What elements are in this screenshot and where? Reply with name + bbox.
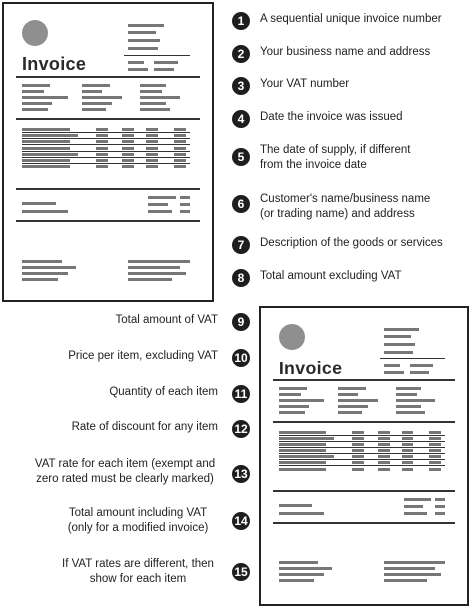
placeholder-line: [22, 278, 58, 281]
placeholder-line: [402, 455, 414, 458]
divider-line: [273, 490, 455, 492]
placeholder-line: [410, 364, 434, 367]
placeholder-line: [22, 159, 70, 162]
placeholder-line: [128, 31, 156, 34]
placeholder-line: [146, 153, 158, 156]
placeholder-line: [279, 455, 334, 458]
placeholder-line: [148, 196, 176, 199]
placeholder-line: [140, 102, 166, 105]
placeholder-line: [384, 351, 414, 354]
placeholder-line: [402, 443, 414, 446]
divider-line: [279, 459, 445, 460]
feature-item-3: [232, 77, 472, 95]
placeholder-line: [396, 405, 422, 408]
placeholder-line: [96, 147, 108, 150]
divider-line: [279, 447, 445, 448]
placeholder-line: [180, 203, 190, 206]
placeholder-line: [96, 153, 108, 156]
placeholder-line: [82, 102, 112, 105]
placeholder-line: [140, 84, 166, 87]
placeholder-line: [128, 68, 148, 71]
placeholder-line: [338, 411, 362, 414]
placeholder-line: [82, 84, 110, 87]
placeholder-line: [384, 371, 404, 374]
placeholder-line: [396, 399, 436, 402]
placeholder-line: [22, 210, 68, 213]
placeholder-line: [96, 140, 108, 143]
number-badge: 15: [232, 563, 250, 581]
placeholder-line: [96, 128, 108, 131]
feature-item-5: [232, 143, 472, 173]
placeholder-line: [279, 399, 325, 402]
divider-line: [22, 144, 190, 145]
placeholder-line: [22, 165, 70, 168]
feature-text: Customer's name/business name (or trading name) and address: [260, 193, 431, 220]
number-badge: 10: [232, 349, 250, 367]
placeholder-line: [154, 68, 174, 71]
placeholder-line: [146, 159, 158, 162]
feature-text: Your VAT number: [260, 78, 350, 90]
number-badge: 11: [232, 385, 250, 403]
feature-item-7: [232, 236, 472, 254]
placeholder-line: [122, 134, 134, 137]
placeholder-line: [82, 96, 122, 99]
placeholder-line: [22, 266, 76, 269]
placeholder-line: [352, 431, 364, 434]
placeholder-line: [22, 272, 68, 275]
placeholder-line: [96, 134, 108, 137]
feature-text: Date the invoice was issued: [260, 111, 403, 123]
feature-item-4: [232, 110, 472, 128]
placeholder-line: [22, 153, 78, 156]
placeholder-line: [22, 140, 70, 143]
placeholder-line: [384, 328, 420, 331]
feature-item-11: [0, 385, 250, 403]
placeholder-line: [378, 431, 390, 434]
placeholder-line: [384, 364, 400, 367]
placeholder-line: [22, 147, 70, 150]
divider-line: [16, 76, 200, 78]
placeholder-line: [146, 140, 158, 143]
placeholder-line: [352, 443, 364, 446]
placeholder-line: [279, 405, 309, 408]
number-badge: 14: [232, 512, 250, 530]
divider-line: [22, 151, 190, 152]
number-badge: 1: [232, 12, 250, 30]
placeholder-line: [22, 134, 78, 137]
placeholder-line: [378, 461, 390, 464]
placeholder-line: [402, 431, 414, 434]
placeholder-line: [122, 153, 134, 156]
placeholder-line: [338, 405, 368, 408]
placeholder-line: [402, 437, 414, 440]
placeholder-line: [352, 461, 364, 464]
placeholder-line: [429, 443, 441, 446]
placeholder-line: [122, 165, 134, 168]
placeholder-line: [279, 461, 327, 464]
divider-line: [16, 188, 200, 190]
placeholder-line: [396, 411, 426, 414]
placeholder-line: [384, 567, 435, 570]
placeholder-line: [146, 128, 158, 131]
placeholder-line: [128, 278, 172, 281]
placeholder-line: [128, 47, 158, 50]
placeholder-line: [279, 449, 327, 452]
placeholder-line: [122, 147, 134, 150]
feature-text: Quantity of each item: [109, 386, 218, 398]
feature-item-2: [232, 45, 472, 63]
placeholder-line: [128, 260, 190, 263]
placeholder-line: [338, 399, 378, 402]
feature-item-9: [0, 313, 250, 331]
feature-text: A sequential unique invoice number: [260, 13, 442, 25]
placeholder-line: [148, 203, 168, 206]
placeholder-line: [128, 24, 164, 27]
divider-line: [380, 358, 445, 359]
placeholder-line: [22, 96, 68, 99]
placeholder-line: [82, 108, 106, 111]
feature-text: Total amount including VAT (only for a modified invoice): [67, 507, 209, 534]
number-badge: 4: [232, 110, 250, 128]
placeholder-line: [384, 573, 441, 576]
logo-placeholder: [22, 20, 48, 46]
divider-line: [124, 55, 190, 56]
placeholder-line: [378, 443, 390, 446]
placeholder-line: [402, 461, 414, 464]
number-badge: 3: [232, 77, 250, 95]
feature-item-10: [0, 349, 250, 367]
feature-text: Description of the goods or services: [260, 237, 443, 249]
placeholder-line: [22, 202, 56, 205]
placeholder-line: [279, 468, 327, 471]
placeholder-line: [96, 165, 108, 168]
placeholder-line: [174, 134, 186, 137]
placeholder-line: [384, 343, 416, 346]
placeholder-line: [396, 393, 418, 396]
divider-line: [279, 435, 445, 436]
placeholder-line: [338, 393, 358, 396]
feature-item-1: [232, 12, 472, 30]
divider-line: [22, 132, 190, 133]
placeholder-line: [128, 61, 144, 64]
feature-text: If VAT rates are different, then show for each item: [62, 558, 214, 585]
invoice-illustration-top: [2, 2, 214, 302]
placeholder-line: [402, 449, 414, 452]
placeholder-line: [122, 140, 134, 143]
placeholder-line: [128, 39, 160, 42]
placeholder-line: [352, 437, 364, 440]
placeholder-line: [174, 147, 186, 150]
logo-placeholder: [279, 324, 305, 350]
number-badge: 13: [232, 465, 250, 483]
placeholder-line: [146, 147, 158, 150]
invoice-title: Invoice: [278, 357, 343, 378]
placeholder-line: [429, 455, 441, 458]
placeholder-line: [174, 140, 186, 143]
placeholder-line: [378, 449, 390, 452]
divider-line: [16, 220, 200, 222]
placeholder-line: [384, 579, 428, 582]
feature-text: VAT rate for each item (exempt and zero rated must be clearly marked): [34, 458, 216, 485]
feature-text: Total amount of VAT: [115, 314, 218, 326]
feature-item-6: [232, 192, 472, 222]
feature-text: The date of supply, if different from the invoice date: [260, 144, 411, 171]
feature-item-13: [0, 457, 250, 487]
placeholder-line: [396, 387, 422, 390]
feature-item-12: [0, 420, 250, 438]
placeholder-line: [82, 90, 102, 93]
placeholder-line: [174, 165, 186, 168]
placeholder-line: [140, 90, 162, 93]
placeholder-line: [122, 128, 134, 131]
placeholder-line: [22, 84, 50, 87]
placeholder-line: [22, 102, 52, 105]
feature-item-14: [0, 506, 250, 536]
placeholder-line: [402, 468, 414, 471]
placeholder-line: [22, 90, 44, 93]
placeholder-line: [279, 431, 327, 434]
divider-line: [273, 379, 455, 381]
placeholder-line: [146, 134, 158, 137]
invoice-illustration-bottom: [259, 306, 469, 606]
placeholder-line: [140, 96, 180, 99]
placeholder-line: [384, 335, 412, 338]
placeholder-line: [279, 411, 305, 414]
divider-line: [273, 522, 455, 524]
divider-line: [279, 453, 445, 454]
placeholder-line: [435, 498, 445, 501]
placeholder-line: [279, 387, 307, 390]
number-badge: 2: [232, 45, 250, 63]
placeholder-line: [352, 455, 364, 458]
placeholder-line: [429, 449, 441, 452]
placeholder-line: [429, 437, 441, 440]
placeholder-line: [148, 210, 172, 213]
placeholder-line: [279, 579, 315, 582]
placeholder-line: [22, 108, 48, 111]
placeholder-line: [429, 431, 441, 434]
placeholder-line: [279, 443, 327, 446]
placeholder-line: [180, 196, 190, 199]
placeholder-line: [429, 461, 441, 464]
placeholder-line: [128, 272, 186, 275]
placeholder-line: [429, 468, 441, 471]
placeholder-line: [352, 468, 364, 471]
placeholder-line: [404, 505, 424, 508]
placeholder-line: [279, 567, 332, 570]
divider-line: [22, 157, 190, 158]
placeholder-line: [279, 561, 319, 564]
placeholder-line: [352, 449, 364, 452]
feature-item-15: [0, 557, 250, 587]
placeholder-line: [122, 159, 134, 162]
placeholder-line: [180, 210, 190, 213]
placeholder-line: [279, 393, 301, 396]
placeholder-line: [378, 468, 390, 471]
number-badge: 5: [232, 148, 250, 166]
feature-text: Total amount excluding VAT: [260, 270, 402, 282]
placeholder-line: [128, 266, 180, 269]
divider-line: [273, 421, 455, 423]
invoice-title: Invoice: [22, 54, 87, 74]
placeholder-line: [140, 108, 170, 111]
number-badge: 6: [232, 195, 250, 213]
placeholder-line: [404, 512, 428, 515]
placeholder-line: [404, 498, 432, 501]
placeholder-line: [338, 387, 366, 390]
number-badge: 9: [232, 313, 250, 331]
placeholder-line: [384, 561, 445, 564]
placeholder-line: [279, 437, 334, 440]
divider-line: [22, 138, 190, 139]
placeholder-line: [378, 437, 390, 440]
placeholder-line: [154, 61, 178, 64]
placeholder-line: [146, 165, 158, 168]
feature-item-8: [232, 269, 472, 287]
placeholder-line: [96, 159, 108, 162]
placeholder-line: [174, 128, 186, 131]
feature-text: Your business name and address: [260, 46, 431, 58]
feature-text: Price per item, excluding VAT: [68, 350, 218, 362]
placeholder-line: [279, 512, 325, 515]
number-badge: 12: [232, 420, 250, 438]
number-badge: 7: [232, 236, 250, 254]
placeholder-line: [378, 455, 390, 458]
placeholder-line: [435, 505, 445, 508]
number-badge: 8: [232, 269, 250, 287]
divider-line: [22, 163, 190, 164]
feature-text: Rate of discount for any item: [71, 421, 218, 433]
placeholder-line: [22, 260, 62, 263]
placeholder-line: [410, 371, 430, 374]
divider-line: [279, 465, 445, 466]
placeholder-line: [174, 159, 186, 162]
divider-line: [279, 441, 445, 442]
placeholder-line: [22, 128, 70, 131]
placeholder-line: [279, 504, 313, 507]
placeholder-line: [279, 573, 325, 576]
placeholder-line: [174, 153, 186, 156]
placeholder-line: [435, 512, 445, 515]
divider-line: [16, 118, 200, 120]
